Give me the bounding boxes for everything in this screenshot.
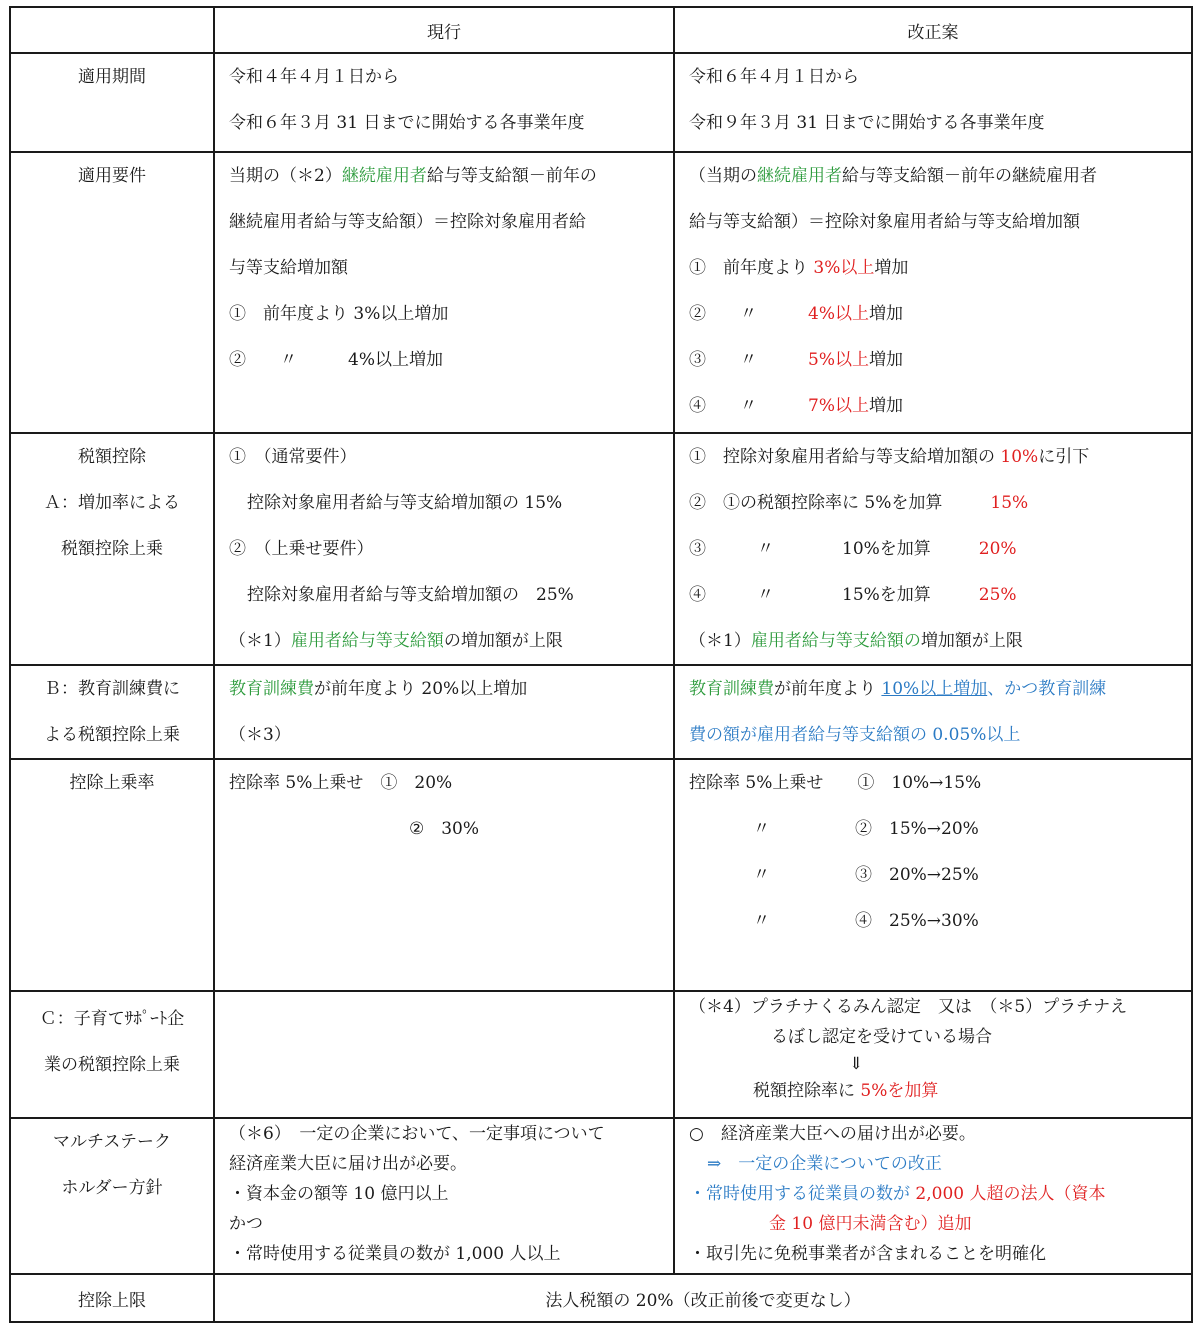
tcc-revised-line-1: （＊4）プラチナくるみん認定 又は （＊5）プラチナえ — [689, 997, 1128, 1017]
period-label: 適用期間 — [78, 67, 146, 87]
tca-revised-line-1: ① 控除対象雇用者給与等支給増加額の 10%に引下 — [689, 447, 1090, 467]
surcharge-rate-label: 控除上乗率 — [69, 773, 155, 793]
tca-current-line-1: ① （通常要件） — [229, 447, 357, 467]
sr-current-line-2: ② 30% — [409, 819, 480, 839]
ms-revised-line-5: ・取引先に免税事業者が含まれることを明確化 — [689, 1244, 1046, 1264]
tax-credit-b-label-1: Ｂ：教育訓練費に — [44, 679, 180, 699]
header-label-cell — [10, 7, 214, 53]
tcb-current-line-2: （＊3） — [229, 725, 291, 745]
ms-revised-line-3: ・常時使用する従業員の数が 2,000 人超の法人（資本 — [689, 1184, 1106, 1204]
tca-revised-line-4: ④ 〃 15%を加算 25% — [689, 585, 1017, 605]
ms-current-line-2: 経済産業大臣に届け出が必要。 — [229, 1154, 467, 1174]
ms-current-line-1: （＊6） 一定の企業において、一定事項について — [229, 1124, 605, 1144]
period-revised-start: 令和６年４月１日から — [689, 67, 859, 87]
period-current-end: 令和６年３月 31 日までに開始する各事業年度 — [229, 113, 585, 133]
tca-revised-line-3: ③ 〃 10%を加算 20% — [689, 539, 1017, 559]
req-revised-line-3: ① 前年度より 3%以上増加 — [689, 258, 909, 278]
tca-revised-line-2: ② ①の税額控除率に 5%を加算 15% — [689, 493, 1029, 513]
tcc-revised-line-2: るぼし認定を受けている場合 — [771, 1027, 992, 1047]
tax-credit-c-label-2: 業の税額控除上乗 — [44, 1055, 180, 1075]
tcb-revised-line-2: 費の額が雇用者給与等支給額の 0.05%以上 — [689, 725, 1021, 745]
sr-current-line-1: 控除率 5%上乗せ ① 20% — [229, 773, 453, 793]
tax-credit-c-label-1: Ｃ：子育てｻﾎﾟｰﾄ企 — [39, 1009, 185, 1029]
tca-current-line-2: 控除対象雇用者給与等支給増加額の 15% — [247, 493, 563, 513]
tax-credit-b-row — [10, 665, 1192, 759]
req-current-line-5: ② 〃 4%以上増加 — [229, 350, 443, 370]
limit-value: 法人税額の 20%（改正前後で変更なし） — [214, 1274, 1192, 1322]
tcc-revised-line-4: 税額控除率に 5%を加算 — [753, 1081, 939, 1101]
req-current-line-2: 継続雇用者給与等支給額）＝控除対象雇用者給 — [229, 212, 586, 232]
req-revised-line-4: ② 〃 4%以上増加 — [689, 304, 903, 324]
tca-current-line-3: ② （上乗せ要件） — [229, 539, 374, 559]
multi-stakeholder-label-1: マルチステーク — [53, 1132, 171, 1152]
ms-revised-line-2: ⇒ 一定の企業についての改正 — [707, 1154, 942, 1174]
ms-current-line-5: ・常時使用する従業員の数が 1,000 人以上 — [229, 1244, 561, 1264]
surcharge-rate-row — [10, 759, 1192, 991]
tcb-revised-line-1: 教育訓練費が前年度より 10%以上増加、かつ教育訓練 — [689, 679, 1107, 699]
req-revised-line-5: ③ 〃 5%以上増加 — [689, 350, 903, 370]
period-revised-end: 令和９年３月 31 日までに開始する各事業年度 — [689, 113, 1045, 133]
sr-revised-line-2: 〃 ② 15%→20% — [753, 819, 979, 839]
header-revised: 改正案 — [674, 7, 1192, 53]
header-current: 現行 — [214, 7, 674, 53]
req-current-line-4: ① 前年度より 3%以上増加 — [229, 304, 449, 324]
period-current-start: 令和４年４月１日から — [229, 67, 399, 87]
tcc-current-empty — [214, 991, 674, 1118]
ms-revised-line-4: 金 10 億円未満含む）追加 — [769, 1214, 972, 1234]
tax-credit-a-label-1: 税額控除 — [78, 447, 146, 467]
sr-revised-line-1: 控除率 5%上乗せ ① 10%→15% — [689, 773, 982, 793]
ms-revised-line-1: ○ 経済産業大臣への届け出が必要。 — [689, 1124, 976, 1144]
multi-stakeholder-row — [10, 1118, 1192, 1274]
tca-revised-line-5: （＊1）雇用者給与等支給額の増加額が上限 — [689, 631, 1023, 651]
tax-credit-b-label-2: よる税額控除上乗 — [44, 725, 180, 745]
tax-credit-a-label-2: Ａ：増加率による — [44, 493, 180, 513]
ms-current-line-4: かつ — [229, 1214, 263, 1234]
tcc-revised-arrow: ⇓ — [849, 1054, 864, 1074]
tca-current-line-5: （＊1）雇用者給与等支給額の増加額が上限 — [229, 631, 563, 651]
tax-credit-a-row — [10, 433, 1192, 665]
sr-revised-line-4: 〃 ④ 25%→30% — [753, 911, 979, 931]
tax-credit-c-row — [10, 991, 1192, 1118]
req-current-line-3: 与等支給増加額 — [229, 258, 348, 278]
limit-label: 控除上限 — [10, 1274, 214, 1322]
req-revised-line-6: ④ 〃 7%以上増加 — [689, 396, 903, 416]
tcb-current-line-1: 教育訓練費が前年度より 20%以上増加 — [229, 679, 528, 699]
ms-current-line-3: ・資本金の額等 10 億円以上 — [229, 1184, 449, 1204]
requirements-row — [10, 152, 1192, 433]
req-revised-line-2: 給与等支給額）＝控除対象雇用者給与等支給増加額 — [689, 212, 1080, 232]
req-current-line-1: 当期の（＊2）継続雇用者給与等支給額－前年の — [229, 166, 597, 186]
tax-credit-a-label-3: 税額控除上乗 — [61, 539, 163, 559]
limit-row — [10, 1274, 1192, 1322]
multi-stakeholder-label-2: ホルダー方針 — [61, 1178, 163, 1198]
period-row — [10, 53, 1192, 152]
tax-comparison-table — [9, 6, 1193, 1323]
header-row — [10, 7, 1192, 53]
tca-current-line-4: 控除対象雇用者給与等支給増加額の 25% — [247, 585, 574, 605]
requirements-label: 適用要件 — [78, 166, 146, 186]
sr-revised-line-3: 〃 ③ 20%→25% — [753, 865, 979, 885]
req-revised-line-1: （当期の継続雇用者給与等支給額－前年の継続雇用者 — [689, 166, 1097, 186]
